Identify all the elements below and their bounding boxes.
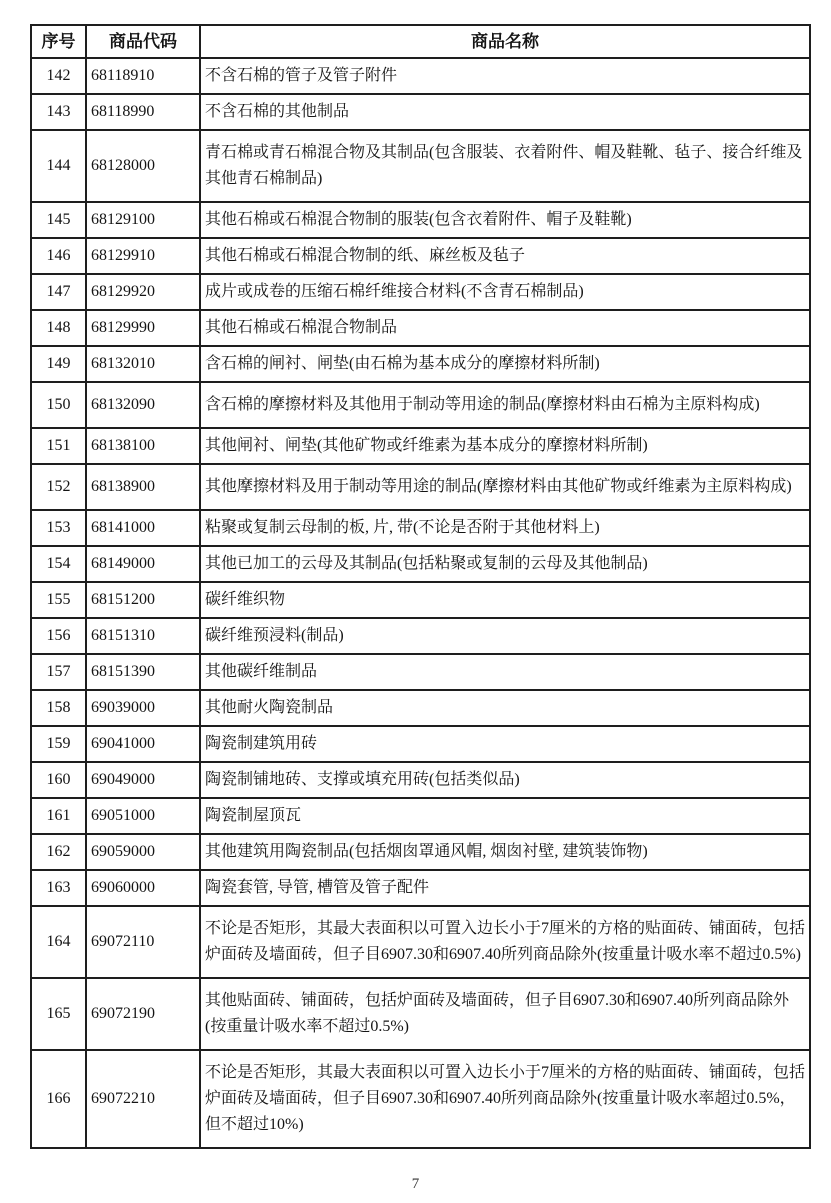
table-row bbox=[31, 546, 810, 582]
commodity-name-cell: 含石棉的闸衬、闸垫(由石棉为基本成分的摩擦材料所制) bbox=[200, 346, 810, 382]
table-header-row bbox=[31, 25, 810, 58]
commodity-name-cell: 陶瓷制建筑用砖 bbox=[200, 726, 810, 762]
table-row bbox=[31, 870, 810, 906]
commodity-name-cell: 其他闸衬、闸垫(其他矿物或纤维素为基本成分的摩擦材料所制) bbox=[200, 428, 810, 464]
commodity-name-cell: 不论是否矩形，其最大表面积以可置入边长小于7厘米的方格的贴面砖、铺面砖，包括炉面砖及墙面砖，但子目6907.30和6907.40所列商品除外(按重量计吸水率超过0.5%，但不超过10%) bbox=[200, 1050, 810, 1148]
table-row bbox=[31, 582, 810, 618]
table-row bbox=[31, 906, 810, 978]
table-row bbox=[31, 510, 810, 546]
serial-number-cell: 144 bbox=[31, 130, 86, 202]
commodity-name-cell: 不论是否矩形，其最大表面积以可置入边长小于7厘米的方格的贴面砖、铺面砖，包括炉面砖及墙面砖，但子目6907.30和6907.40所列商品除外(按重量计吸水率不超过0.5%) bbox=[200, 906, 810, 978]
commodity-name-cell: 陶瓷制屋顶瓦 bbox=[200, 798, 810, 834]
commodity-code-cell: 68141000 bbox=[86, 510, 200, 546]
table-row bbox=[31, 94, 810, 130]
commodity-name-cell: 含石棉的摩擦材料及其他用于制动等用途的制品(摩擦材料由石棉为主原料构成) bbox=[200, 382, 810, 428]
commodity-name-cell: 碳纤维织物 bbox=[200, 582, 810, 618]
commodity-code-cell: 68151310 bbox=[86, 618, 200, 654]
serial-number-cell: 164 bbox=[31, 906, 86, 978]
commodity-code-cell: 69072190 bbox=[86, 978, 200, 1050]
commodity-name-cell: 陶瓷套管, 导管, 槽管及管子配件 bbox=[200, 870, 810, 906]
commodity-name-cell: 粘聚或复制云母制的板, 片, 带(不论是否附于其他材料上) bbox=[200, 510, 810, 546]
commodity-name-cell: 陶瓷制铺地砖、支撑或填充用砖(包括类似品) bbox=[200, 762, 810, 798]
serial-number-cell: 160 bbox=[31, 762, 86, 798]
commodity-code-cell: 68132090 bbox=[86, 382, 200, 428]
table-row bbox=[31, 618, 810, 654]
serial-number-cell: 152 bbox=[31, 464, 86, 510]
commodity-code-cell: 68129910 bbox=[86, 238, 200, 274]
commodity-code-cell: 69051000 bbox=[86, 798, 200, 834]
commodity-code-cell: 68128000 bbox=[86, 130, 200, 202]
table-row bbox=[31, 726, 810, 762]
commodity-name-cell: 其他已加工的云母及其制品(包括粘聚或复制的云母及其他制品) bbox=[200, 546, 810, 582]
table-body bbox=[31, 58, 810, 1148]
commodity-code-cell: 68129990 bbox=[86, 310, 200, 346]
table-row bbox=[31, 1050, 810, 1148]
header-commodity-name: 商品名称 bbox=[200, 25, 810, 58]
serial-number-cell: 148 bbox=[31, 310, 86, 346]
commodity-code-cell: 68118990 bbox=[86, 94, 200, 130]
commodity-name-cell: 碳纤维预浸料(制品) bbox=[200, 618, 810, 654]
header-serial-number: 序号 bbox=[31, 25, 86, 58]
commodity-name-cell: 成片或成卷的压缩石棉纤维接合材料(不含青石棉制品) bbox=[200, 274, 810, 310]
serial-number-cell: 162 bbox=[31, 834, 86, 870]
commodity-code-cell: 68118910 bbox=[86, 58, 200, 94]
commodity-name-cell: 其他碳纤维制品 bbox=[200, 654, 810, 690]
table-row bbox=[31, 428, 810, 464]
commodity-code-cell: 69072210 bbox=[86, 1050, 200, 1148]
table-row bbox=[31, 798, 810, 834]
commodity-code-cell: 69049000 bbox=[86, 762, 200, 798]
table-row bbox=[31, 464, 810, 510]
table-row bbox=[31, 274, 810, 310]
table-row bbox=[31, 690, 810, 726]
serial-number-cell: 153 bbox=[31, 510, 86, 546]
commodity-code-cell: 68138900 bbox=[86, 464, 200, 510]
table-row bbox=[31, 654, 810, 690]
serial-number-cell: 159 bbox=[31, 726, 86, 762]
commodity-name-cell: 其他石棉或石棉混合物制的服装(包含衣着附件、帽子及鞋靴) bbox=[200, 202, 810, 238]
commodity-code-cell: 68138100 bbox=[86, 428, 200, 464]
table-row bbox=[31, 310, 810, 346]
commodity-name-cell: 其他石棉或石棉混合物制的纸、麻丝板及毡子 bbox=[200, 238, 810, 274]
table-row bbox=[31, 238, 810, 274]
serial-number-cell: 146 bbox=[31, 238, 86, 274]
header-commodity-code: 商品代码 bbox=[86, 25, 200, 58]
commodity-name-cell: 其他耐火陶瓷制品 bbox=[200, 690, 810, 726]
commodity-code-cell: 68151200 bbox=[86, 582, 200, 618]
table-row bbox=[31, 762, 810, 798]
serial-number-cell: 143 bbox=[31, 94, 86, 130]
serial-number-cell: 165 bbox=[31, 978, 86, 1050]
table-row bbox=[31, 978, 810, 1050]
serial-number-cell: 149 bbox=[31, 346, 86, 382]
table-row bbox=[31, 346, 810, 382]
commodity-name-cell: 不含石棉的管子及管子附件 bbox=[200, 58, 810, 94]
serial-number-cell: 161 bbox=[31, 798, 86, 834]
table-row bbox=[31, 382, 810, 428]
commodity-name-cell: 其他石棉或石棉混合物制品 bbox=[200, 310, 810, 346]
commodity-name-cell: 其他摩擦材料及用于制动等用途的制品(摩擦材料由其他矿物或纤维素为主原料构成) bbox=[200, 464, 810, 510]
serial-number-cell: 142 bbox=[31, 58, 86, 94]
commodity-name-cell: 青石棉或青石棉混合物及其制品(包含服装、衣着附件、帽及鞋靴、毡子、接合纤维及其他青石棉制品) bbox=[200, 130, 810, 202]
serial-number-cell: 166 bbox=[31, 1050, 86, 1148]
serial-number-cell: 163 bbox=[31, 870, 86, 906]
commodity-code-cell: 68149000 bbox=[86, 546, 200, 582]
commodity-code-cell: 69072110 bbox=[86, 906, 200, 978]
serial-number-cell: 147 bbox=[31, 274, 86, 310]
table-row bbox=[31, 130, 810, 202]
serial-number-cell: 158 bbox=[31, 690, 86, 726]
serial-number-cell: 154 bbox=[31, 546, 86, 582]
table-row bbox=[31, 834, 810, 870]
commodity-table bbox=[30, 24, 811, 1149]
commodity-code-cell: 69059000 bbox=[86, 834, 200, 870]
serial-number-cell: 151 bbox=[31, 428, 86, 464]
commodity-name-cell: 其他建筑用陶瓷制品(包括烟囱罩通风帽, 烟囱衬壁, 建筑装饰物) bbox=[200, 834, 810, 870]
serial-number-cell: 155 bbox=[31, 582, 86, 618]
commodity-code-cell: 68132010 bbox=[86, 346, 200, 382]
commodity-code-cell: 68129100 bbox=[86, 202, 200, 238]
page-number: 7 bbox=[411, 1176, 420, 1192]
commodity-name-cell: 不含石棉的其他制品 bbox=[200, 94, 810, 130]
table-row bbox=[31, 202, 810, 238]
serial-number-cell: 157 bbox=[31, 654, 86, 690]
commodity-code-cell: 68151390 bbox=[86, 654, 200, 690]
commodity-name-cell: 其他贴面砖、铺面砖，包括炉面砖及墙面砖，但子目6907.30和6907.40所列商品除外(按重量计吸水率不超过0.5%) bbox=[200, 978, 810, 1050]
commodity-code-cell: 69041000 bbox=[86, 726, 200, 762]
commodity-code-cell: 69039000 bbox=[86, 690, 200, 726]
serial-number-cell: 156 bbox=[31, 618, 86, 654]
commodity-code-cell: 69060000 bbox=[86, 870, 200, 906]
serial-number-cell: 150 bbox=[31, 382, 86, 428]
table-row bbox=[31, 58, 810, 94]
commodity-code-cell: 68129920 bbox=[86, 274, 200, 310]
serial-number-cell: 145 bbox=[31, 202, 86, 238]
